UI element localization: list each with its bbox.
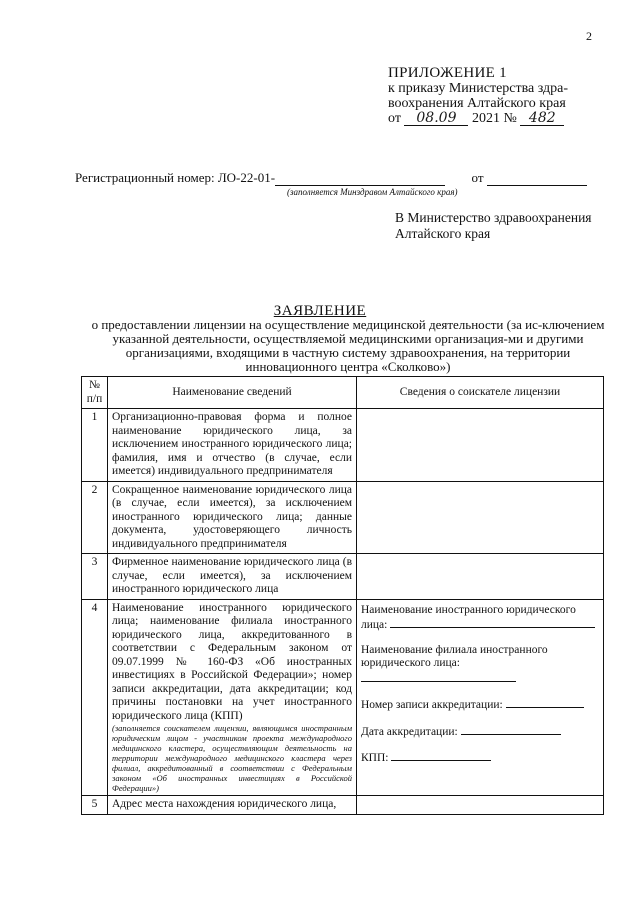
order-date-handwritten: 08.09: [404, 111, 468, 126]
table-header-row: [82, 377, 604, 409]
row-input-cell[interactable]: [357, 481, 604, 554]
appendix-title: ПРИЛОЖЕНИЕ 1: [388, 65, 507, 81]
row-input-cell[interactable]: [357, 554, 604, 600]
field-label: КПП:: [361, 752, 389, 764]
header-info: Сведения о соискателе лицензии: [357, 377, 604, 409]
appendix-order-line: [388, 111, 638, 126]
table-row: [82, 409, 604, 482]
order-year: 2021 №: [471, 111, 517, 126]
row-number: 1: [82, 409, 108, 482]
recipient-line-1: В Министерство здравоохранения: [395, 210, 592, 225]
registration-line: [75, 170, 615, 186]
field-label: Наименование иностранного юридического лица:: [361, 603, 576, 631]
row-item-text: Организационно-правовая форма и полное наименование юридического лица, за исключением иностранного юридического лица; фамилия, имя и отчество (в случае, если имеется) индивидуального предпринимателя: [108, 409, 357, 482]
application-table: [81, 376, 604, 815]
header-num: № п/п: [82, 377, 108, 409]
kpp-field[interactable]: [361, 750, 599, 766]
table-row: [82, 599, 604, 796]
appendix-line-1: к приказу Министерства здра-: [388, 81, 569, 96]
accreditation-number-field[interactable]: [361, 697, 599, 713]
field-label: Дата аккредитации:: [361, 725, 458, 738]
registration-note: (заполняется Минздравом Алтайского края): [287, 187, 458, 197]
order-number-handwritten: 482: [520, 111, 564, 126]
row-input-cell[interactable]: [357, 409, 604, 482]
accreditation-date-field[interactable]: [361, 724, 599, 740]
recipient-block: [395, 210, 625, 242]
row-number: 4: [82, 599, 108, 796]
page-number: 2: [586, 29, 592, 43]
row-number: 2: [82, 481, 108, 554]
registration-number-field[interactable]: [275, 171, 445, 186]
row-number: 5: [82, 796, 108, 815]
field-label: Наименование филиала иностранного юридического лица:: [361, 643, 548, 669]
row-number: 3: [82, 554, 108, 600]
row-item-text: Наименование иностранного юридического лица; наименование филиала иностранного юридического лица, аккредитованного в соответствии с Федеральным законом от 09.07.1999 № 160-ФЗ «Об иностранных инвестициях в Российской Федерации»; номер записи аккредитации, дата аккредитации; код причины постановки на учет иностранного юридического лица (КПП): [112, 601, 352, 722]
statement-subtitle: о предоставлении лицензии на осуществление медицинской деятельности (за ис-ключением указанной деятельности, осуществляемой медицинскими организация-ми и другими организациями, входящими в частную систему здравоохранения, на территории инновационного центра «Сколково»): [91, 317, 605, 374]
row-fields-cell: [357, 599, 604, 796]
field-label: Номер записи аккредитации:: [361, 699, 503, 711]
registration-date-field[interactable]: [487, 171, 587, 186]
row-item-text: Фирменное наименование юридического лица (в случае, если имеется), за исключением иностранного юридического лица: [108, 554, 357, 600]
branch-name-field[interactable]: [361, 644, 599, 687]
table-row: [82, 554, 604, 600]
table-row: [82, 796, 604, 815]
registration-label: Регистрационный номер: ЛО-22-01-: [75, 170, 276, 185]
row-input-cell[interactable]: [357, 796, 604, 815]
row-item-text: Сокращенное наименование юридического лица (в случае, если имеется), за исключением иностранного юридического лица; данные документа, удостоверяющего личность индивидуального предпринимателя: [108, 481, 357, 554]
order-from-label: от: [388, 111, 401, 126]
appendix-line-2: воохранения Алтайского края: [388, 96, 566, 111]
recipient-line-2: Алтайского края: [395, 226, 491, 241]
statement-title: ЗАЯВЛЕНИЕ: [273, 303, 367, 319]
header-item: Наименование сведений: [108, 377, 357, 409]
registration-from-label: от: [471, 170, 484, 185]
foreign-entity-name-field[interactable]: [361, 604, 599, 633]
appendix-block: [388, 66, 638, 126]
row-item-note: (заполняется соискателем лицензии, являющимся иностранным юридическим лицом - участником проекта международного медицинского кластера, осуществляющим деятельность на территории международного медицинского кластера через филиал, аккредитованный в соответствии с Федеральным законом «Об иностранных инвестициях в Российской Федерации»): [112, 723, 352, 793]
table-row: [82, 481, 604, 554]
row-item-cell: [108, 599, 357, 796]
row-item-text: Адрес места нахождения юридического лица,: [108, 796, 357, 815]
